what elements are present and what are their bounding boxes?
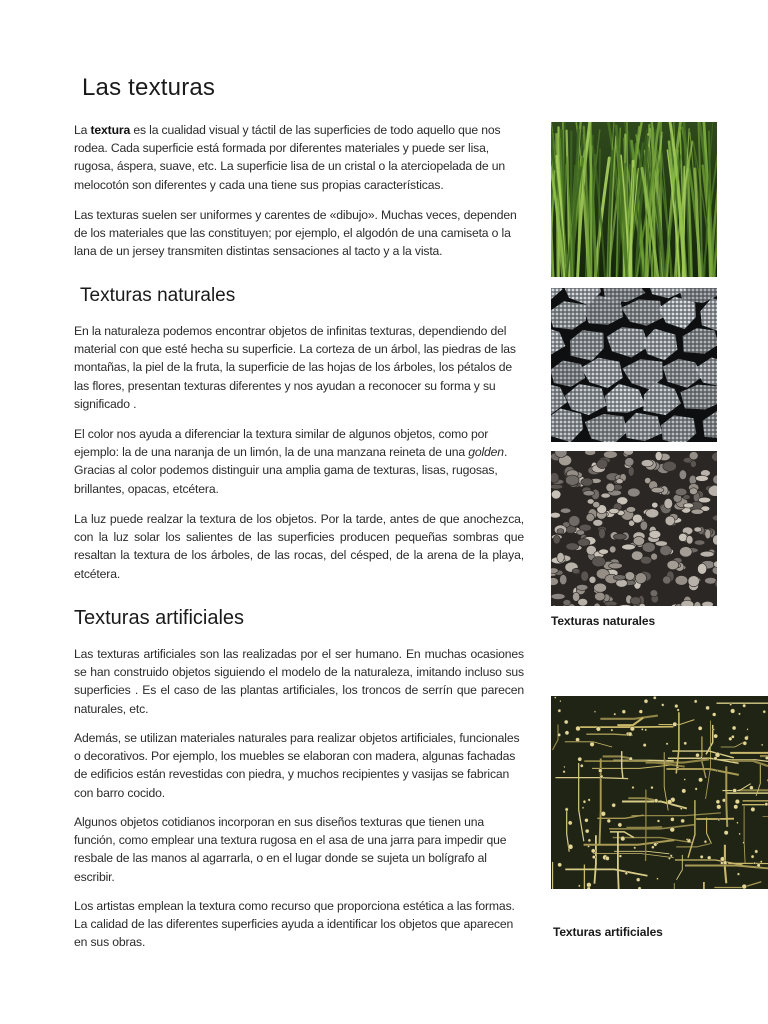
caption-naturales: Texturas naturales xyxy=(551,614,656,628)
caption-artificiales: Texturas artificiales xyxy=(553,925,663,939)
section-heading-naturales: Texturas naturales xyxy=(80,285,236,306)
word-golden: golden xyxy=(468,445,504,460)
intro-text-rest: es la cualidad visual y táctil de las superficies de todo aquello que nos rodea. Cada superficie está formada por diferentes materiales y puede ser lisa, rugosa, áspera, suave, etc. La superficie lisa de un cristal o la aterciopelada de un melocotón son diferentes y cada una tiene sus propias características. xyxy=(74,123,506,192)
pebbles-texture-photo xyxy=(551,451,717,606)
artificiales-paragraph-1: Las texturas artificiales son las realizadas por el ser humano. En muchas ocasiones se han construido objetos siguiendo el modelo de la naturaleza, imitando incluso sus superficies . Es el caso de las plantas artificiales, los troncos de serrín que parecen naturales, etc. xyxy=(74,647,524,716)
grass-texture-photo xyxy=(551,122,717,277)
intro-paragraph-1 xyxy=(74,121,524,194)
keyword-textura: textura xyxy=(90,123,131,137)
circuit-board-texture-photo xyxy=(551,696,768,889)
naturales-paragraph-1: En la naturaleza podemos encontrar objetos de infinitas texturas, dependiendo del material con que esté hecha su superficie. La corteza de un árbol, las piedras de las montañas, la piel de la fruta, la superficie de las hojas de los árboles, los pétalos de las flores, presentan texturas diferentes y nos ayudan a reconocer su forma y su significado . xyxy=(74,324,516,411)
naturales-paragraph-2 xyxy=(74,425,524,498)
snake-skin-texture-photo xyxy=(551,288,717,442)
intro-text-start: La xyxy=(74,123,91,137)
intro-paragraph-2: Las texturas suelen ser uniformes y carentes de «dibujo». Muchas veces, dependen de los materiales que las constituyen; por ejemplo, el algodón de una camiseta o la lana de un jersey transmiten distintas sensaciones al tacto y a la vista. xyxy=(74,208,517,259)
naturales-paragraph-3: La luz puede realzar la textura de los objetos. Por la tarde, antes de que anochezca, con la luz solar los salientes de las superficies producen pequeñas sombras que resaltan la textura de los árboles, de las rocas, del césped, de la arena de la playa, etcétera. xyxy=(74,512,524,581)
artificiales-paragraph-2: Además, se utilizan materiales naturales para realizar objetos artificiales, funcionales o decorativos. Por ejemplo, los muebles se elaboran con madera, algunas fachadas de edificios están revestidas con piedra, y muchos recipientes y vasijas se fabrican con barro cocido. xyxy=(74,731,520,800)
artificiales-paragraph-4: Los artistas emplean la textura como recurso que proporciona estética a las formas. La calidad de las diferentes superficies ayuda a identificar los objetos que aparecen en sus obras. xyxy=(74,899,515,950)
section-heading-artificiales: Texturas artificiales xyxy=(74,607,245,629)
naturales-p2-start: El color nos ayuda a diferenciar la textura similar de algunos objetos, como por ejemplo: la de una naranja de un limón, la de una manzana reineta de una xyxy=(74,427,489,460)
page-title: Las texturas xyxy=(82,74,216,101)
artificiales-paragraph-3: Algunos objetos cotidianos incorporan en sus diseños texturas que tienen una función, como emplear una textura rugosa en el asa de una jarra para impedir que resbale de las manos al agarrarla, o en el lugar donde se sujeta un bolígrafo al escribir. xyxy=(74,815,507,884)
naturales-p2-rest: . Gracias al color podemos distinguir una amplia gama de texturas, lisas, rugosas, brillantes, opacas, etcétera. xyxy=(74,445,508,496)
